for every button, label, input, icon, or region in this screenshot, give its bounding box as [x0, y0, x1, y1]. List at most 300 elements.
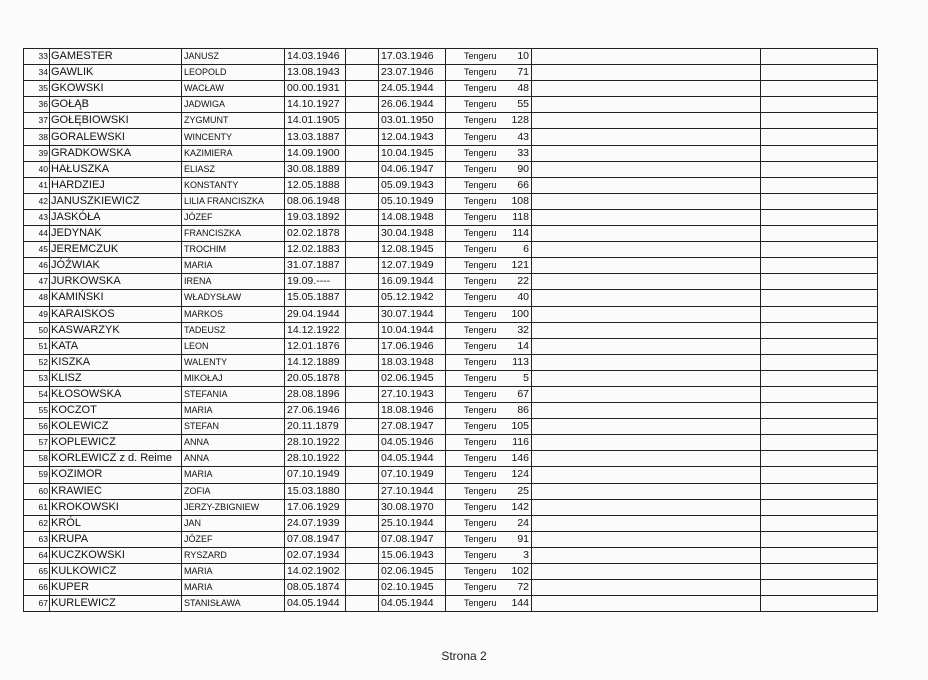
blank-cell: [346, 338, 379, 354]
place-cell: Tengeru: [446, 97, 499, 113]
remarks-cell: [761, 209, 878, 225]
blank-cell: [346, 419, 379, 435]
first-name-cell: FRANCISZKA: [182, 226, 285, 242]
row-number-cell: 40: [24, 161, 50, 177]
death-date-cell: 16.09.1944: [379, 274, 446, 290]
birth-date-cell: 14.03.1946: [285, 49, 346, 65]
row-number-cell: 43: [24, 209, 50, 225]
remarks-cell: [761, 596, 878, 612]
first-name-cell: IRENA: [182, 274, 285, 290]
surname-cell: JEDYNAK: [50, 226, 182, 242]
table-row: [24, 49, 878, 65]
remarks-cell: [761, 419, 878, 435]
death-date-cell: 07.08.1947: [379, 531, 446, 547]
death-date-cell: 27.10.1943: [379, 386, 446, 402]
surname-cell: KRÓL: [50, 515, 182, 531]
place-cell: Tengeru: [446, 306, 499, 322]
birth-date-cell: 08.05.1874: [285, 580, 346, 596]
surname-cell: KŁOSOWSKA: [50, 386, 182, 402]
birth-date-cell: 17.06.1929: [285, 499, 346, 515]
notes-cell: [532, 258, 761, 274]
surname-cell: GOŁĘBIOWSKI: [50, 113, 182, 129]
grave-number-cell: 144: [499, 596, 532, 612]
notes-cell: [532, 386, 761, 402]
notes-cell: [532, 145, 761, 161]
blank-cell: [346, 209, 379, 225]
remarks-cell: [761, 338, 878, 354]
notes-cell: [532, 161, 761, 177]
birth-date-cell: 08.06.1948: [285, 193, 346, 209]
death-date-cell: 15.06.1943: [379, 547, 446, 563]
grave-number-cell: 142: [499, 499, 532, 515]
grave-number-cell: 86: [499, 403, 532, 419]
first-name-cell: LILIA FRANCISZKA: [182, 193, 285, 209]
death-date-cell: 17.06.1946: [379, 338, 446, 354]
death-date-cell: 07.10.1949: [379, 467, 446, 483]
birth-date-cell: 14.09.1900: [285, 145, 346, 161]
row-number-cell: 41: [24, 177, 50, 193]
death-date-cell: 27.08.1947: [379, 419, 446, 435]
place-cell: Tengeru: [446, 354, 499, 370]
grave-number-cell: 55: [499, 97, 532, 113]
blank-cell: [346, 515, 379, 531]
row-number-cell: 64: [24, 547, 50, 563]
blank-cell: [346, 129, 379, 145]
notes-cell: [532, 564, 761, 580]
birth-date-cell: 14.12.1922: [285, 322, 346, 338]
remarks-cell: [761, 354, 878, 370]
place-cell: Tengeru: [446, 274, 499, 290]
row-number-cell: 53: [24, 370, 50, 386]
blank-cell: [346, 65, 379, 81]
grave-number-cell: 90: [499, 161, 532, 177]
grave-number-cell: 102: [499, 564, 532, 580]
place-cell: Tengeru: [446, 596, 499, 612]
row-number-cell: 46: [24, 258, 50, 274]
blank-cell: [346, 596, 379, 612]
grave-number-cell: 105: [499, 419, 532, 435]
notes-cell: [532, 274, 761, 290]
row-number-cell: 51: [24, 338, 50, 354]
remarks-cell: [761, 274, 878, 290]
row-number-cell: 54: [24, 386, 50, 402]
first-name-cell: JADWIGA: [182, 97, 285, 113]
surname-cell: HAŁUSZKA: [50, 161, 182, 177]
first-name-cell: TROCHIM: [182, 242, 285, 258]
death-date-cell: 14.08.1948: [379, 209, 446, 225]
remarks-cell: [761, 177, 878, 193]
surname-cell: GOŁĄB: [50, 97, 182, 113]
surname-cell: KROKOWSKI: [50, 499, 182, 515]
grave-number-cell: 113: [499, 354, 532, 370]
row-number-cell: 59: [24, 467, 50, 483]
remarks-cell: [761, 547, 878, 563]
blank-cell: [346, 499, 379, 515]
remarks-cell: [761, 435, 878, 451]
first-name-cell: MIKOŁAJ: [182, 370, 285, 386]
table-row: [24, 274, 878, 290]
first-name-cell: ELIASZ: [182, 161, 285, 177]
table-row: [24, 564, 878, 580]
notes-cell: [532, 97, 761, 113]
grave-number-cell: 100: [499, 306, 532, 322]
birth-date-cell: 20.11.1879: [285, 419, 346, 435]
birth-date-cell: 15.03.1880: [285, 483, 346, 499]
table-row: [24, 338, 878, 354]
blank-cell: [346, 483, 379, 499]
place-cell: Tengeru: [446, 531, 499, 547]
blank-cell: [346, 435, 379, 451]
surname-cell: KRAWIEC: [50, 483, 182, 499]
grave-number-cell: 114: [499, 226, 532, 242]
place-cell: Tengeru: [446, 113, 499, 129]
first-name-cell: MARIA: [182, 467, 285, 483]
remarks-cell: [761, 370, 878, 386]
notes-cell: [532, 580, 761, 596]
grave-number-cell: 66: [499, 177, 532, 193]
grave-number-cell: 33: [499, 145, 532, 161]
remarks-cell: [761, 531, 878, 547]
grave-number-cell: 14: [499, 338, 532, 354]
grave-number-cell: 24: [499, 515, 532, 531]
blank-cell: [346, 97, 379, 113]
death-date-cell: 02.10.1945: [379, 580, 446, 596]
first-name-cell: STEFAN: [182, 419, 285, 435]
first-name-cell: JÓZEF: [182, 209, 285, 225]
grave-number-cell: 3: [499, 547, 532, 563]
death-date-cell: 02.06.1945: [379, 370, 446, 386]
grave-number-cell: 146: [499, 451, 532, 467]
row-number-cell: 61: [24, 499, 50, 515]
remarks-cell: [761, 161, 878, 177]
place-cell: Tengeru: [446, 483, 499, 499]
birth-date-cell: 28.10.1922: [285, 435, 346, 451]
remarks-cell: [761, 129, 878, 145]
table-row: [24, 145, 878, 161]
blank-cell: [346, 354, 379, 370]
grave-number-cell: 72: [499, 580, 532, 596]
surname-cell: GKOWSKI: [50, 81, 182, 97]
surname-cell: JANUSZKIEWICZ: [50, 193, 182, 209]
notes-cell: [532, 306, 761, 322]
remarks-cell: [761, 403, 878, 419]
remarks-cell: [761, 97, 878, 113]
row-number-cell: 56: [24, 419, 50, 435]
place-cell: Tengeru: [446, 322, 499, 338]
grave-number-cell: 67: [499, 386, 532, 402]
remarks-cell: [761, 451, 878, 467]
surname-cell: KAMIŃSKI: [50, 290, 182, 306]
place-cell: Tengeru: [446, 129, 499, 145]
first-name-cell: MARKOS: [182, 306, 285, 322]
surname-cell: KOCZOT: [50, 403, 182, 419]
grave-number-cell: 118: [499, 209, 532, 225]
notes-cell: [532, 81, 761, 97]
remarks-cell: [761, 499, 878, 515]
notes-cell: [532, 290, 761, 306]
notes-cell: [532, 65, 761, 81]
table-row: [24, 403, 878, 419]
first-name-cell: KAZIMIERA: [182, 145, 285, 161]
birth-date-cell: 02.02.1878: [285, 226, 346, 242]
death-date-cell: 12.07.1949: [379, 258, 446, 274]
birth-date-cell: 14.02.1902: [285, 564, 346, 580]
birth-date-cell: 02.07.1934: [285, 547, 346, 563]
table-row: [24, 242, 878, 258]
first-name-cell: ZYGMUNT: [182, 113, 285, 129]
grave-number-cell: 48: [499, 81, 532, 97]
blank-cell: [346, 306, 379, 322]
death-date-cell: 30.08.1970: [379, 499, 446, 515]
row-number-cell: 47: [24, 274, 50, 290]
place-cell: Tengeru: [446, 564, 499, 580]
grave-number-cell: 32: [499, 322, 532, 338]
place-cell: Tengeru: [446, 161, 499, 177]
birth-date-cell: 14.01.1905: [285, 113, 346, 129]
birth-date-cell: 19.03.1892: [285, 209, 346, 225]
birth-date-cell: 31.07.1887: [285, 258, 346, 274]
first-name-cell: JAN: [182, 515, 285, 531]
place-cell: Tengeru: [446, 403, 499, 419]
row-number-cell: 38: [24, 129, 50, 145]
place-cell: Tengeru: [446, 209, 499, 225]
first-name-cell: STANISŁAWA: [182, 596, 285, 612]
table-row: [24, 467, 878, 483]
row-number-cell: 65: [24, 564, 50, 580]
table-row: [24, 515, 878, 531]
surname-cell: KORLEWICZ z d. Reime: [50, 451, 182, 467]
table-row: [24, 419, 878, 435]
blank-cell: [346, 531, 379, 547]
birth-date-cell: 13.03.1887: [285, 129, 346, 145]
grave-number-cell: 5: [499, 370, 532, 386]
table-row: [24, 258, 878, 274]
remarks-cell: [761, 113, 878, 129]
first-name-cell: LEOPOLD: [182, 65, 285, 81]
death-date-cell: 03.01.1950: [379, 113, 446, 129]
notes-cell: [532, 499, 761, 515]
remarks-cell: [761, 322, 878, 338]
surname-cell: KISZKA: [50, 354, 182, 370]
notes-cell: [532, 354, 761, 370]
birth-date-cell: 12.02.1883: [285, 242, 346, 258]
place-cell: Tengeru: [446, 177, 499, 193]
grave-number-cell: 124: [499, 467, 532, 483]
blank-cell: [346, 580, 379, 596]
table-row: [24, 370, 878, 386]
table-row: [24, 65, 878, 81]
surname-cell: JEREMCZUK: [50, 242, 182, 258]
first-name-cell: ZOFIA: [182, 483, 285, 499]
remarks-cell: [761, 467, 878, 483]
blank-cell: [346, 193, 379, 209]
blank-cell: [346, 467, 379, 483]
remarks-cell: [761, 145, 878, 161]
blank-cell: [346, 161, 379, 177]
place-cell: Tengeru: [446, 242, 499, 258]
notes-cell: [532, 451, 761, 467]
blank-cell: [346, 49, 379, 65]
notes-cell: [532, 226, 761, 242]
birth-date-cell: 30.08.1889: [285, 161, 346, 177]
place-cell: Tengeru: [446, 81, 499, 97]
surname-cell: KOZIMOR: [50, 467, 182, 483]
row-number-cell: 49: [24, 306, 50, 322]
birth-date-cell: 15.05.1887: [285, 290, 346, 306]
grave-number-cell: 121: [499, 258, 532, 274]
notes-cell: [532, 49, 761, 65]
table-row: [24, 499, 878, 515]
notes-cell: [532, 209, 761, 225]
notes-cell: [532, 467, 761, 483]
birth-date-cell: 04.05.1944: [285, 596, 346, 612]
notes-cell: [532, 129, 761, 145]
grave-number-cell: 108: [499, 193, 532, 209]
row-number-cell: 39: [24, 145, 50, 161]
remarks-cell: [761, 49, 878, 65]
first-name-cell: WALENTY: [182, 354, 285, 370]
blank-cell: [346, 274, 379, 290]
first-name-cell: JERZY-ZBIGNIEW: [182, 499, 285, 515]
death-date-cell: 30.07.1944: [379, 306, 446, 322]
surname-cell: KARAISKOS: [50, 306, 182, 322]
row-number-cell: 33: [24, 49, 50, 65]
place-cell: Tengeru: [446, 547, 499, 563]
surname-cell: GRADKOWSKA: [50, 145, 182, 161]
table-row: [24, 386, 878, 402]
blank-cell: [346, 547, 379, 563]
table-row: [24, 580, 878, 596]
notes-cell: [532, 419, 761, 435]
blank-cell: [346, 81, 379, 97]
death-date-cell: 04.05.1944: [379, 596, 446, 612]
first-name-cell: ANNA: [182, 435, 285, 451]
first-name-cell: STEFANIA: [182, 386, 285, 402]
surname-cell: KULKOWICZ: [50, 564, 182, 580]
grave-number-cell: 22: [499, 274, 532, 290]
notes-cell: [532, 322, 761, 338]
remarks-cell: [761, 306, 878, 322]
grave-number-cell: 91: [499, 531, 532, 547]
surname-cell: KATA: [50, 338, 182, 354]
remarks-cell: [761, 226, 878, 242]
place-cell: Tengeru: [446, 580, 499, 596]
table-row: [24, 547, 878, 563]
death-date-cell: 05.10.1949: [379, 193, 446, 209]
place-cell: Tengeru: [446, 258, 499, 274]
remarks-cell: [761, 290, 878, 306]
place-cell: Tengeru: [446, 226, 499, 242]
grave-number-cell: 128: [499, 113, 532, 129]
death-date-cell: 10.04.1944: [379, 322, 446, 338]
surname-cell: JASKÓŁA: [50, 209, 182, 225]
records-table: [23, 48, 878, 612]
death-date-cell: 10.04.1945: [379, 145, 446, 161]
death-date-cell: 23.07.1946: [379, 65, 446, 81]
notes-cell: [532, 435, 761, 451]
surname-cell: JÓŹWIAK: [50, 258, 182, 274]
table-row: [24, 209, 878, 225]
death-date-cell: 18.08.1946: [379, 403, 446, 419]
table-row: [24, 113, 878, 129]
birth-date-cell: 27.06.1946: [285, 403, 346, 419]
row-number-cell: 44: [24, 226, 50, 242]
table-row: [24, 451, 878, 467]
birth-date-cell: 07.08.1947: [285, 531, 346, 547]
place-cell: Tengeru: [446, 145, 499, 161]
birth-date-cell: 14.10.1927: [285, 97, 346, 113]
first-name-cell: WŁADYSŁAW: [182, 290, 285, 306]
remarks-cell: [761, 580, 878, 596]
death-date-cell: 04.05.1946: [379, 435, 446, 451]
blank-cell: [346, 386, 379, 402]
first-name-cell: WACŁAW: [182, 81, 285, 97]
table-row: [24, 354, 878, 370]
table-row: [24, 81, 878, 97]
first-name-cell: MARIA: [182, 403, 285, 419]
notes-cell: [532, 403, 761, 419]
notes-cell: [532, 515, 761, 531]
notes-cell: [532, 547, 761, 563]
grave-number-cell: 10: [499, 49, 532, 65]
first-name-cell: JANUSZ: [182, 49, 285, 65]
birth-date-cell: 13.08.1943: [285, 65, 346, 81]
first-name-cell: TADEUSZ: [182, 322, 285, 338]
notes-cell: [532, 193, 761, 209]
row-number-cell: 35: [24, 81, 50, 97]
birth-date-cell: 20.05.1878: [285, 370, 346, 386]
birth-date-cell: 12.05.1888: [285, 177, 346, 193]
table-row: [24, 97, 878, 113]
death-date-cell: 04.06.1947: [379, 161, 446, 177]
notes-cell: [532, 596, 761, 612]
place-cell: Tengeru: [446, 419, 499, 435]
table-row: [24, 177, 878, 193]
birth-date-cell: 00.00.1931: [285, 81, 346, 97]
row-number-cell: 67: [24, 596, 50, 612]
row-number-cell: 36: [24, 97, 50, 113]
place-cell: Tengeru: [446, 451, 499, 467]
remarks-cell: [761, 515, 878, 531]
blank-cell: [346, 242, 379, 258]
birth-date-cell: 14.12.1889: [285, 354, 346, 370]
first-name-cell: ANNA: [182, 451, 285, 467]
row-number-cell: 52: [24, 354, 50, 370]
surname-cell: KUCZKOWSKI: [50, 547, 182, 563]
table-row: [24, 193, 878, 209]
surname-cell: JURKOWSKA: [50, 274, 182, 290]
row-number-cell: 45: [24, 242, 50, 258]
surname-cell: GAWLIK: [50, 65, 182, 81]
surname-cell: GORALEWSKI: [50, 129, 182, 145]
death-date-cell: 05.12.1942: [379, 290, 446, 306]
blank-cell: [346, 322, 379, 338]
place-cell: Tengeru: [446, 499, 499, 515]
table-row: [24, 435, 878, 451]
blank-cell: [346, 403, 379, 419]
row-number-cell: 37: [24, 113, 50, 129]
notes-cell: [532, 338, 761, 354]
surname-cell: KUPER: [50, 580, 182, 596]
surname-cell: KASWARZYK: [50, 322, 182, 338]
row-number-cell: 48: [24, 290, 50, 306]
death-date-cell: 26.06.1944: [379, 97, 446, 113]
place-cell: Tengeru: [446, 49, 499, 65]
blank-cell: [346, 113, 379, 129]
row-number-cell: 58: [24, 451, 50, 467]
birth-date-cell: 28.10.1922: [285, 451, 346, 467]
table-row: [24, 322, 878, 338]
